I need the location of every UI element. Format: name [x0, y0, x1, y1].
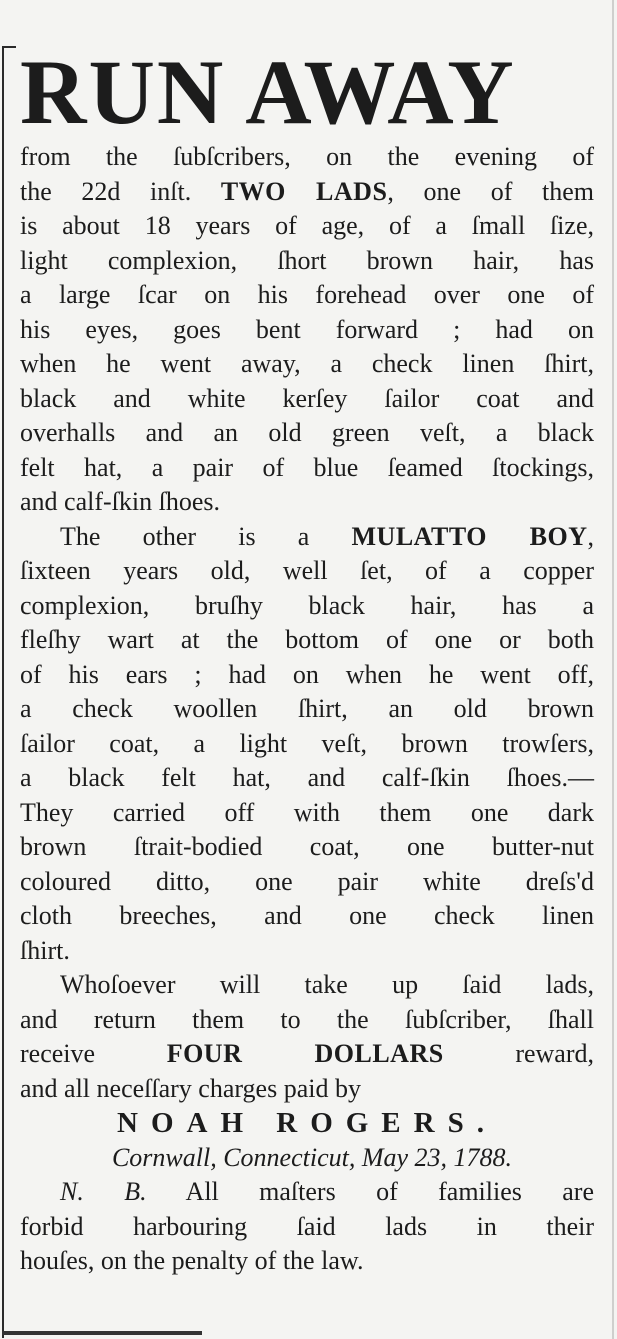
text-line: They carried off with them one dark: [20, 797, 594, 827]
text-line: complexion, bruſhy black hair, has a: [20, 590, 594, 620]
dateline: Cornwall, Connecticut, May 23, 1788.: [111, 1142, 513, 1172]
text-line: and return them to the ſubſcriber, ſhall: [20, 1004, 594, 1034]
text-line: felt hat, a pair of blue ſeamed ſtockings,: [20, 452, 594, 482]
text-line: the 22d inſt. TWO LADS, one of them: [20, 176, 595, 206]
text-line: ſixteen years old, well ſet, of a copper: [20, 556, 594, 585]
reward-amount: FOUR DOLLARS: [166, 1039, 444, 1068]
mulatto-boy-emphasis: MULATTO BOY: [351, 521, 588, 551]
text-line: receive FOUR DOLLARS reward,: [20, 1039, 594, 1068]
text-line: his eyes, goes bent forward ; had on: [20, 314, 594, 344]
text-line: and calf-ſkin ſhoes.: [20, 487, 220, 516]
two-lads-emphasis: TWO LADS: [220, 176, 388, 206]
text-line: overhalls and an old green veſt, a black: [20, 418, 594, 447]
text-line: forbid harbouring ſaid lads in their: [20, 1211, 594, 1241]
left-column-rule: [2, 48, 4, 1338]
text-line: Whoſoever will take up ſaid lads,: [60, 970, 594, 999]
text-line: ſailor coat, a light veſt, brown trowſers,: [20, 728, 594, 758]
text-line: The other is a MULATTO BOY,: [60, 521, 594, 551]
top-rule-fragment: [2, 46, 16, 48]
text-line: from the ſubſcribers, on the evening of: [20, 142, 594, 171]
bottom-rule: [2, 1331, 202, 1335]
headline: RUN AWAY: [20, 41, 516, 143]
nb-label: N. B.: [60, 1177, 147, 1206]
text-line: cloth breeches, and one check linen: [20, 901, 594, 930]
text-line: light complexion, ſhort brown hair, has: [20, 245, 594, 275]
text-line: of his ears ; had on when he went off,: [20, 659, 594, 689]
text-line: brown ſtrait-bodied coat, one butter-nut: [20, 832, 594, 861]
right-edge: [612, 0, 614, 1339]
text-line: and all neceſſary charges paid by: [20, 1073, 361, 1103]
text-line: coloured ditto, one pair white dreſs'd: [20, 866, 594, 896]
text-line: fleſhy wart at the bottom of one or both: [20, 625, 594, 654]
text-line: black and white kerſey ſailor coat and: [20, 383, 594, 413]
text-line: when he went away, a check linen ſhirt,: [20, 349, 594, 378]
text-line: a large ſcar on his forehead over one of: [20, 280, 594, 309]
text-line: a black felt hat, and calf-ſkin ſhoes.—: [20, 763, 594, 792]
text-line: a check woollen ſhirt, an old brown: [20, 694, 594, 723]
signer-name: NOAH ROGERS.: [117, 1107, 497, 1139]
advertisement-body: [20, 140, 594, 1279]
text-line: N. B. All maſters of families are: [60, 1177, 594, 1206]
text-line: houſes, on the penalty of the law.: [20, 1246, 364, 1275]
text-line: ſhirt.: [20, 935, 70, 965]
text-line: is about 18 years of age, of a ſmall ſize,: [20, 211, 594, 240]
